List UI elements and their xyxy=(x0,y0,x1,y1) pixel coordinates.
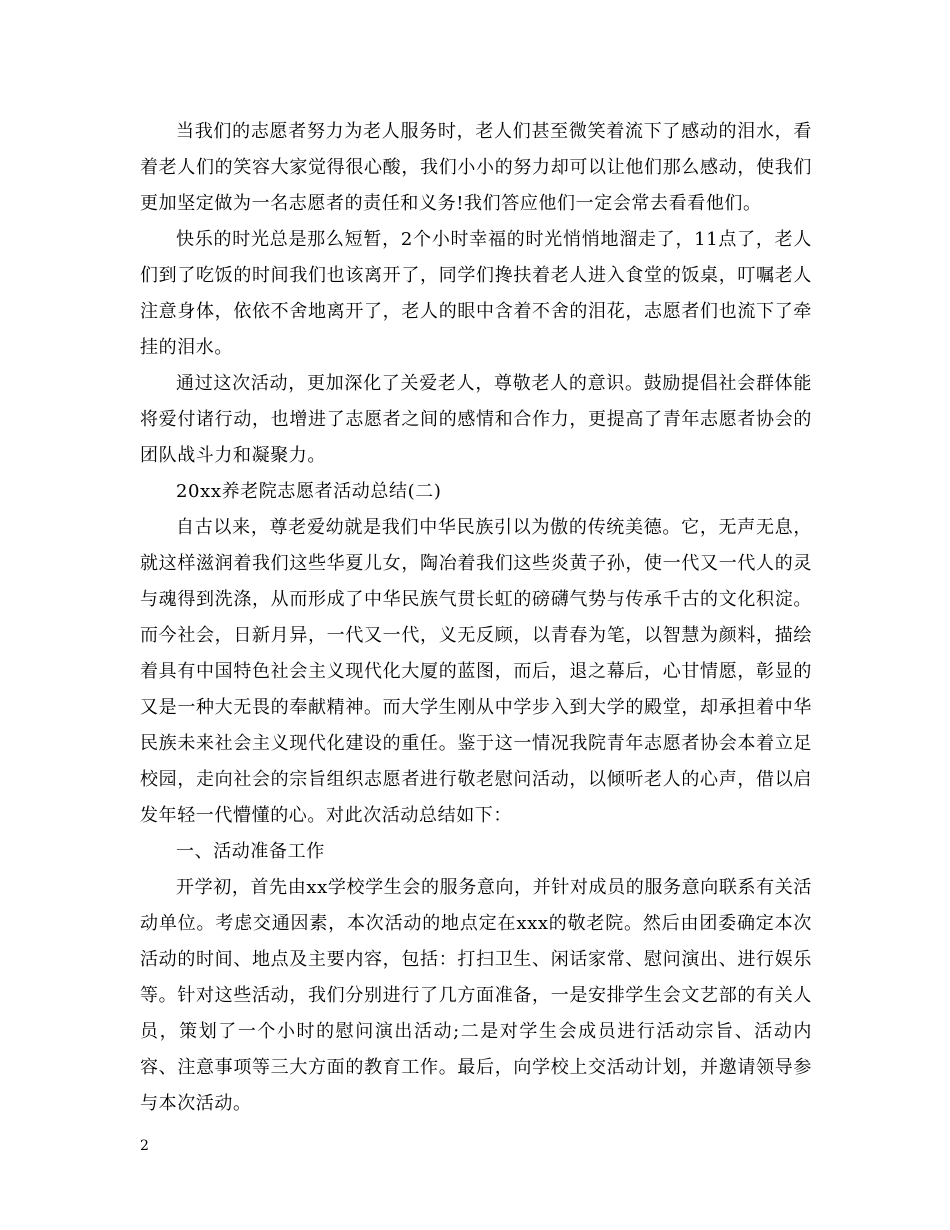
document-body xyxy=(140,114,812,1122)
paragraph-tradition: 自古以来，尊老爱幼就是我们中华民族引以为傲的传统美德。它，无声无息，就这样滋润着我们这些华夏儿女，陶冶着我们这些炎黄子孙，使一代又一代人的灵与魂得到洗涤，从而形成了中华民族气贯长虹的磅礴气势与传承千古的文化积淀。而今社会，日新月异，一代又一代，义无反顾，以青春为笔，以智慧为颜料，描绘着具有中国特色社会主义现代化大厦的蓝图，而后，退之幕后，心甘情愿，彰显的又是一种大无畏的奉献精神。而大学生刚从中学步入到大学的殿堂，却承担着中华民族未来社会主义现代化建设的重任。鉴于这一情况我院青年志愿者协会本着立足校园，走向社会的宗旨组织志愿者进行敬老慰问活动，以倾听老人的心声，借以启发年轻一代懵懂的心。对此次活动总结如下： xyxy=(140,517,812,826)
subsection-heading: 一、活动准备工作 xyxy=(176,841,325,862)
paragraph-activity-result: 通过这次活动，更加深化了关爱老人，尊敬老人的意识。鼓励提倡社会群体能将爱付诸行动，也增进了志愿者之间的感情和合作力，更提高了青年志愿者协会的团队战斗力和凝聚力。 xyxy=(140,373,812,466)
paragraph-happy-time: 快乐的时光总是那么短暂，2个小时幸福的时光悄悄地溜走了，11点了，老人们到了吃饭的时间我们也该离开了，同学们搀扶着老人进入食堂的饭桌，叮嘱老人注意身体，依依不舍地离开了，老人的眼中含着不舍的泪花，志愿者们也流下了牵挂的泪水。 xyxy=(140,229,812,358)
paragraph-volunteers-service: 当我们的志愿者努力为老人服务时，老人们甚至微笑着流下了感动的泪水，看着老人们的笑容大家觉得很心酸，我们小小的努力却可以让他们那么感动，使我们更加坚定做为一名志愿者的责任和义务!我们答应他们一定会常去看看他们。 xyxy=(140,121,812,214)
section-title: 20xx养老院志愿者活动总结(二) xyxy=(176,481,442,502)
page-number: 2 xyxy=(140,1138,149,1154)
paragraph-preparation: 开学初，首先由xx学校学生会的服务意向，并针对成员的服务意向联系有关活动单位。考虑交通因素，本次活动的地点定在xxx的敬老院。然后由团委确定本次活动的时间、地点及主要内容，包括：打扫卫生、闲话家常、慰问演出、进行娱乐等。针对这些活动，我们分别进行了几方面准备，一是安排学生会文艺部的有关人员，策划了一个小时的慰问演出活动;二是对学生会成员进行活动宗旨、活动内容、注意事项等三大方面的教育工作。最后，向学校上交活动计划，并邀请领导参与本次活动。 xyxy=(140,877,812,1114)
